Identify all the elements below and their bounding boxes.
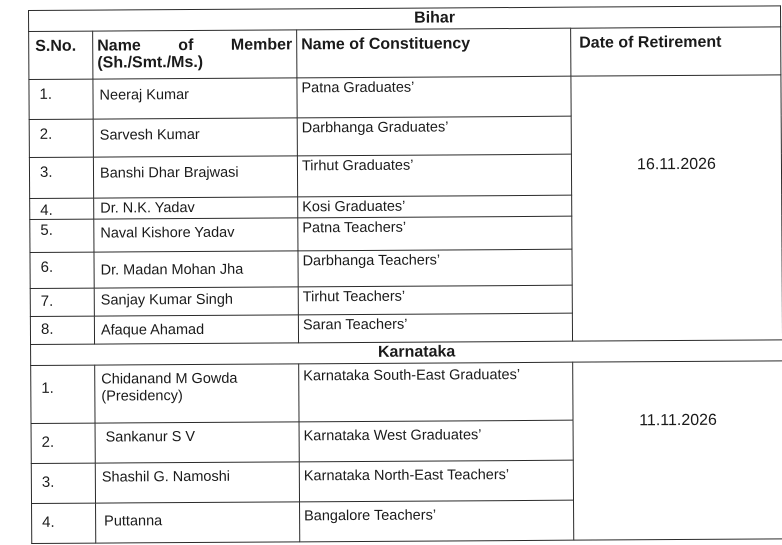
state-heading: Karnataka	[31, 340, 782, 366]
cell-constituency: Tirhut Graduates’	[297, 154, 571, 197]
cell-constituency: Bangalore Teachers’	[300, 500, 574, 542]
cell-retirement-date: 11.11.2026	[573, 361, 782, 540]
header-row	[29, 27, 781, 80]
cell-sno: 6.	[30, 252, 94, 288]
cell-sno: 4.	[30, 198, 94, 219]
cell-member: Banshi Dhar Brajwasi	[93, 156, 297, 198]
cell-sno: 7.	[30, 288, 94, 316]
cell-sno: 3.	[29, 157, 93, 198]
cell-constituency: Darbhanga Graduates’	[297, 116, 571, 156]
table-row	[29, 75, 781, 120]
cell-constituency: Karnataka North-East Teachers’	[299, 460, 573, 502]
retirement-table-document	[28, 5, 782, 544]
cell-member: Neeraj Kumar	[93, 78, 297, 119]
cell-member: Sanjay Kumar Singh	[94, 287, 298, 316]
cell-constituency: Karnataka South-East Graduates’	[299, 362, 573, 422]
header-constituency: Name of Constituency	[297, 28, 571, 78]
cell-constituency: Karnataka West Graduates’	[299, 420, 573, 462]
state-heading: Bihar	[29, 6, 781, 32]
cell-member: Naval Kishore Yadav	[94, 218, 298, 252]
cell-member: Dr. Madan Mohan Jha	[94, 251, 298, 288]
table-row	[31, 361, 782, 424]
members-retirement-table	[28, 5, 782, 544]
header-member-name-label: Name of Member	[97, 36, 293, 55]
cell-member: Sarvesh Kumar	[93, 118, 297, 157]
cell-member: Chidanand M Gowda (Presidency)	[95, 364, 299, 423]
cell-sno: 1.	[29, 79, 93, 119]
cell-constituency: Darbhanga Teachers’	[298, 249, 572, 287]
cell-constituency: Kosi Graduates’	[298, 195, 572, 218]
cell-sno: 8.	[30, 316, 94, 344]
cell-retirement-date: 16.11.2026	[571, 75, 782, 341]
header-member-title: (Sh./Smt./Ms.)	[97, 53, 204, 72]
cell-member: Dr. N.K. Yadav	[94, 197, 298, 219]
cell-constituency: Patna Teachers’	[298, 216, 572, 251]
header-sno: S.No.	[29, 31, 93, 79]
cell-member: Sankanur S V	[95, 422, 299, 463]
cell-sno: 4.	[32, 503, 96, 543]
cell-sno: 5.	[30, 219, 94, 252]
cell-sno: 2.	[29, 119, 93, 157]
header-retirement-date: Date of Retirement	[571, 27, 781, 76]
cell-constituency: Saran Teachers’	[298, 313, 572, 343]
cell-sno: 2.	[31, 423, 95, 463]
cell-constituency: Patna Graduates’	[297, 76, 571, 118]
cell-member: Afaque Ahamad	[94, 315, 298, 344]
header-member-name	[93, 30, 297, 79]
cell-member: Puttanna	[96, 502, 300, 543]
cell-sno: 3.	[31, 463, 95, 503]
cell-constituency: Tirhut Teachers’	[298, 285, 572, 315]
cell-member: Shashil G. Namoshi	[95, 462, 299, 503]
cell-sno: 1.	[31, 365, 95, 423]
